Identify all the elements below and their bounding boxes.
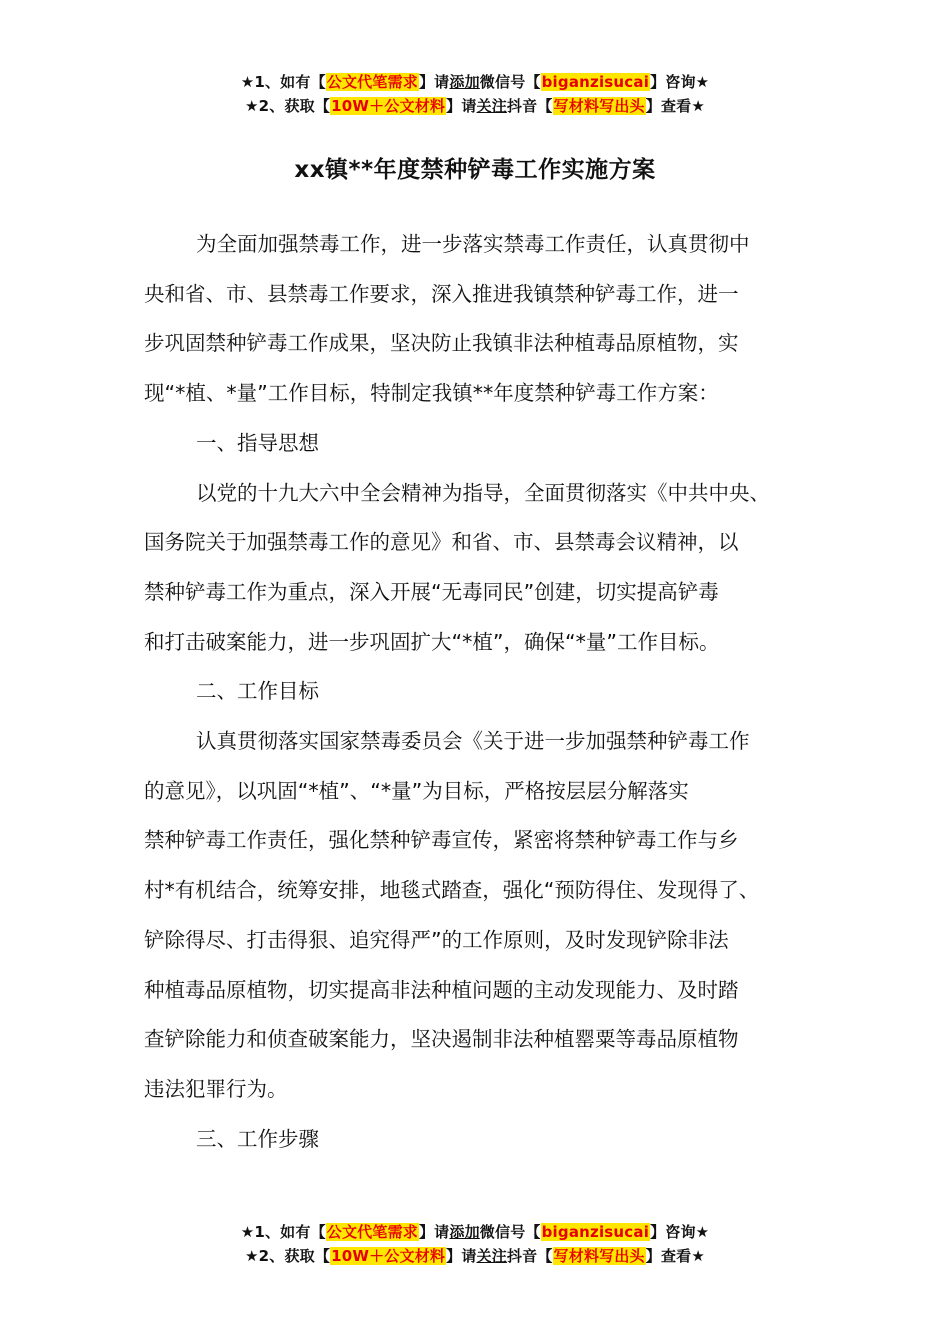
promo-text: ★1、如有【 [240,73,326,91]
document-title: xx镇**年度禁种铲毒工作实施方案 [294,157,656,183]
intro-paragraph [144,220,814,419]
promo-highlight: 10W＋公文材料 [331,1247,446,1265]
text-line: 和打击破案能力，进一步巩固扩大“*植”，确保“*量”工作目标。 [144,629,720,654]
promo-underline: 关注 [476,97,507,115]
promo-text: 】查看★ [645,97,705,115]
text-line: 的意见》，以巩固“*植”、“*量”为目标，严格按层层分解落实 [144,778,689,803]
promo-highlight: 公文代笔需求 [326,1223,418,1241]
section-heading-guiding-ideology: 一、指导思想 [196,430,319,455]
promo-text: 】咨询★ [650,73,710,91]
section-heading-work-goals: 二、工作目标 [196,679,319,704]
promo-highlight: 10W＋公文材料 [331,97,446,115]
promo-douyin-id: 写材料写出头 [553,97,645,115]
promo-line-1 [0,1220,950,1244]
text-line: 国务院关于加强禁毒工作的意见》和省、市、县禁毒会议精神，以 [144,530,739,555]
text-line: 央和省、市、县禁毒工作要求，深入推进我镇禁种铲毒工作，进一 [144,281,739,306]
promo-wechat-id: biganzisucai [541,73,650,91]
promo-underline: 关注 [476,1247,507,1265]
promo-text: 】查看★ [645,1247,705,1265]
text-line: 步巩固禁种铲毒工作成果，坚决防止我镇非法种植毒品原植物，实 [144,331,739,356]
text-line: 铲除得尽、打击得狠、追究得严”的工作原则，及时发现铲除非法 [144,927,729,952]
promo-line-1 [0,70,950,94]
promo-text: 抖音【 [506,1247,553,1265]
text-line: 认真贯彻落实国家禁毒委员会《关于进一步加强禁种铲毒工作 [196,729,750,754]
promo-line-2 [0,94,950,118]
promo-text: 微信号【 [479,1223,541,1241]
promo-text: 】请 [446,1247,477,1265]
promo-text: ★2、获取【 [245,97,331,115]
text-line: 现“*植、*量”工作目标，特制定我镇**年度禁种铲毒工作方案： [144,381,719,406]
document-body [144,220,814,1164]
guiding-ideology-paragraph [144,469,814,668]
promo-underline: 添加 [449,73,480,91]
header-promo-banner [0,70,950,118]
text-line: 禁种铲毒工作责任，强化禁种铲毒宣传，紧密将禁种铲毒工作与乡 [144,828,739,853]
promo-text: 微信号【 [479,73,541,91]
promo-line-2 [0,1244,950,1268]
promo-text: ★2、获取【 [245,1247,331,1265]
text-line: 村*有机结合，统筹安排，地毯式踏查，强化“预防得住、发现得了、 [144,878,760,903]
text-line: 种植毒品原植物，切实提高非法种植问题的主动发现能力、及时踏 [144,977,739,1002]
promo-underline: 添加 [449,1223,480,1241]
text-line: 禁种铲毒工作为重点，深入开展“无毒同民”创建，切实提高铲毒 [144,579,719,604]
work-goals-paragraph [144,717,814,1115]
text-line: 违法犯罪行为。 [144,1076,288,1101]
promo-douyin-id: 写材料写出头 [553,1247,645,1265]
text-line: 以党的十九大六中全会精神为指导，全面贯彻落实《中共中央、 [196,480,770,505]
promo-text: 抖音【 [506,97,553,115]
footer-promo-banner [0,1220,950,1268]
promo-highlight: 公文代笔需求 [326,73,418,91]
promo-text: 】请 [418,1223,450,1241]
text-line: 为全面加强禁毒工作，进一步落实禁毒工作责任，认真贯彻中 [196,232,750,256]
promo-text: 】请 [446,97,477,115]
text-line: 查铲除能力和侦查破案能力，坚决遏制非法种植罂粟等毒品原植物 [144,1027,739,1052]
promo-text: 】咨询★ [650,1223,710,1241]
promo-text: ★1、如有【 [240,1223,326,1241]
section-heading-work-steps: 三、工作步骤 [196,1126,319,1151]
promo-wechat-id: biganzisucai [541,1223,650,1241]
promo-text: 】请 [418,73,450,91]
